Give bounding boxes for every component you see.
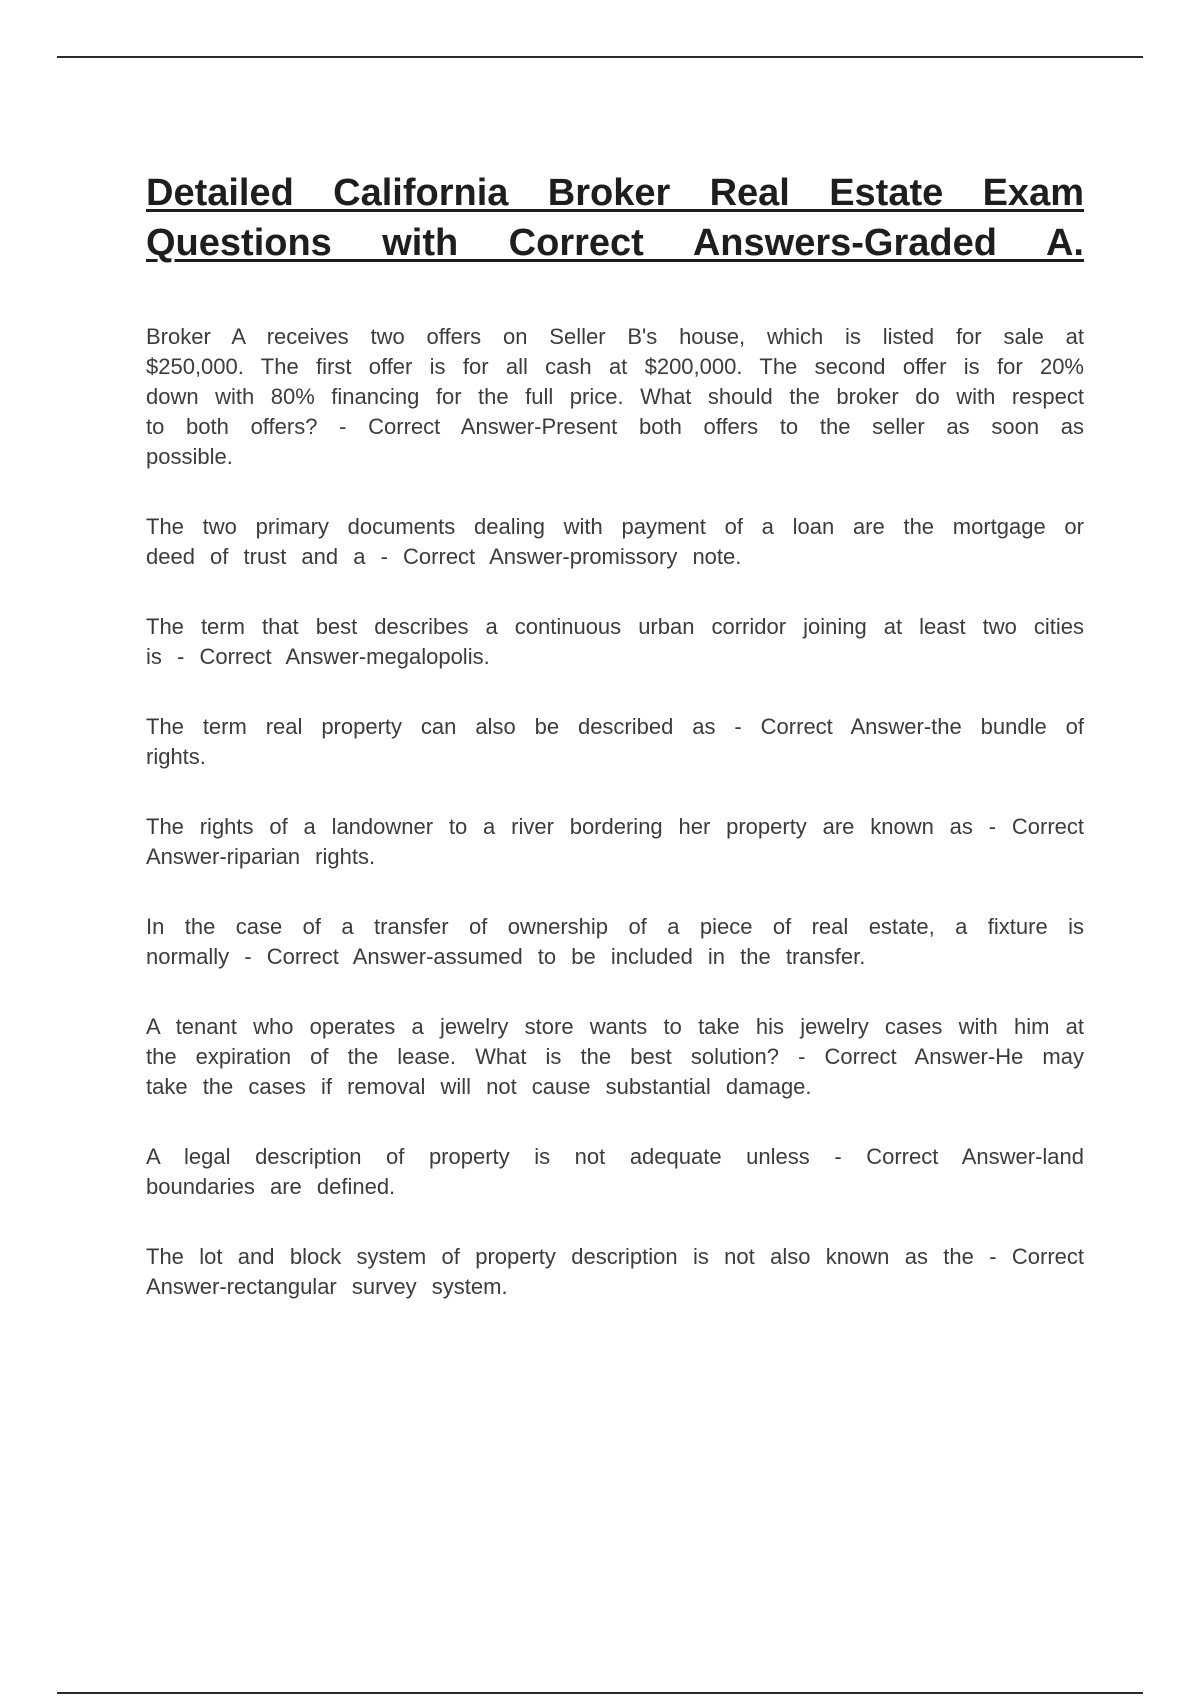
qa-separator: - <box>244 944 252 969</box>
qa-separator: - <box>834 1144 842 1169</box>
qa-separator: - <box>988 814 997 839</box>
question-text: A legal description of property is not adequate unless <box>146 1144 810 1169</box>
qa-separator: - <box>734 714 742 739</box>
question-text: In the case of a transfer of ownership of a piece of real estate, a fixture is normally <box>146 914 1084 969</box>
answer-text: Correct Answer-riparian rights. <box>146 814 1084 869</box>
qa-item <box>146 1242 1084 1302</box>
qa-item <box>146 712 1084 772</box>
qa-separator: - <box>989 1244 997 1269</box>
answer-text: Correct Answer-rectangular survey system. <box>146 1244 1084 1299</box>
document-body <box>146 168 1084 1342</box>
qa-list <box>146 322 1084 1302</box>
answer-text: Correct Answer-Present both offers to the seller as soon as possible. <box>146 414 1084 469</box>
answer-text: Correct Answer-the bundle of rights. <box>146 714 1084 769</box>
qa-item <box>146 512 1084 572</box>
qa-separator: - <box>339 414 347 439</box>
answer-text: Correct Answer-He may take the cases if removal will not cause substantial damage. <box>146 1044 1084 1099</box>
answer-text: Correct Answer-assumed to be included in the transfer. <box>266 944 866 969</box>
question-text: The lot and block system of property description is not also known as the <box>146 1244 974 1269</box>
question-text: The two primary documents dealing with payment of a loan are the mortgage or deed of trust and a <box>146 514 1084 569</box>
answer-text: Correct Answer-land boundaries are defined. <box>146 1144 1084 1199</box>
question-text: The term real property can also be described as <box>146 714 716 739</box>
qa-separator: - <box>798 1044 806 1069</box>
qa-item <box>146 322 1084 472</box>
qa-item <box>146 1012 1084 1102</box>
question-text: A tenant who operates a jewelry store wants to take his jewelry cases with him at the expiration of the lease. What is the best solution? <box>146 1014 1084 1069</box>
qa-separator: - <box>380 544 388 569</box>
header-rule <box>57 56 1143 58</box>
qa-separator: - <box>177 644 185 669</box>
qa-item <box>146 1142 1084 1202</box>
document-title: Detailed California Broker Real Estate Exam Questions with Correct Answers-Graded A. <box>146 172 1084 264</box>
qa-item <box>146 912 1084 972</box>
question-text: Broker A receives two offers on Seller B's house, which is listed for sale at $250,000. The first offer is for all cash at $200,000. The second offer is for 20% down with 80% financing for the full price. What should the broker do with respect to both offers? <box>146 324 1084 439</box>
footer-rule <box>57 1692 1143 1694</box>
answer-text: Correct Answer-megalopolis. <box>199 644 490 669</box>
question-text: The term that best describes a continuous urban corridor joining at least two cities is <box>146 614 1084 669</box>
qa-item <box>146 812 1084 872</box>
qa-item <box>146 612 1084 672</box>
answer-text: Correct Answer-promissory note. <box>403 544 742 569</box>
question-text: The rights of a landowner to a river bordering her property are known as <box>146 814 973 839</box>
